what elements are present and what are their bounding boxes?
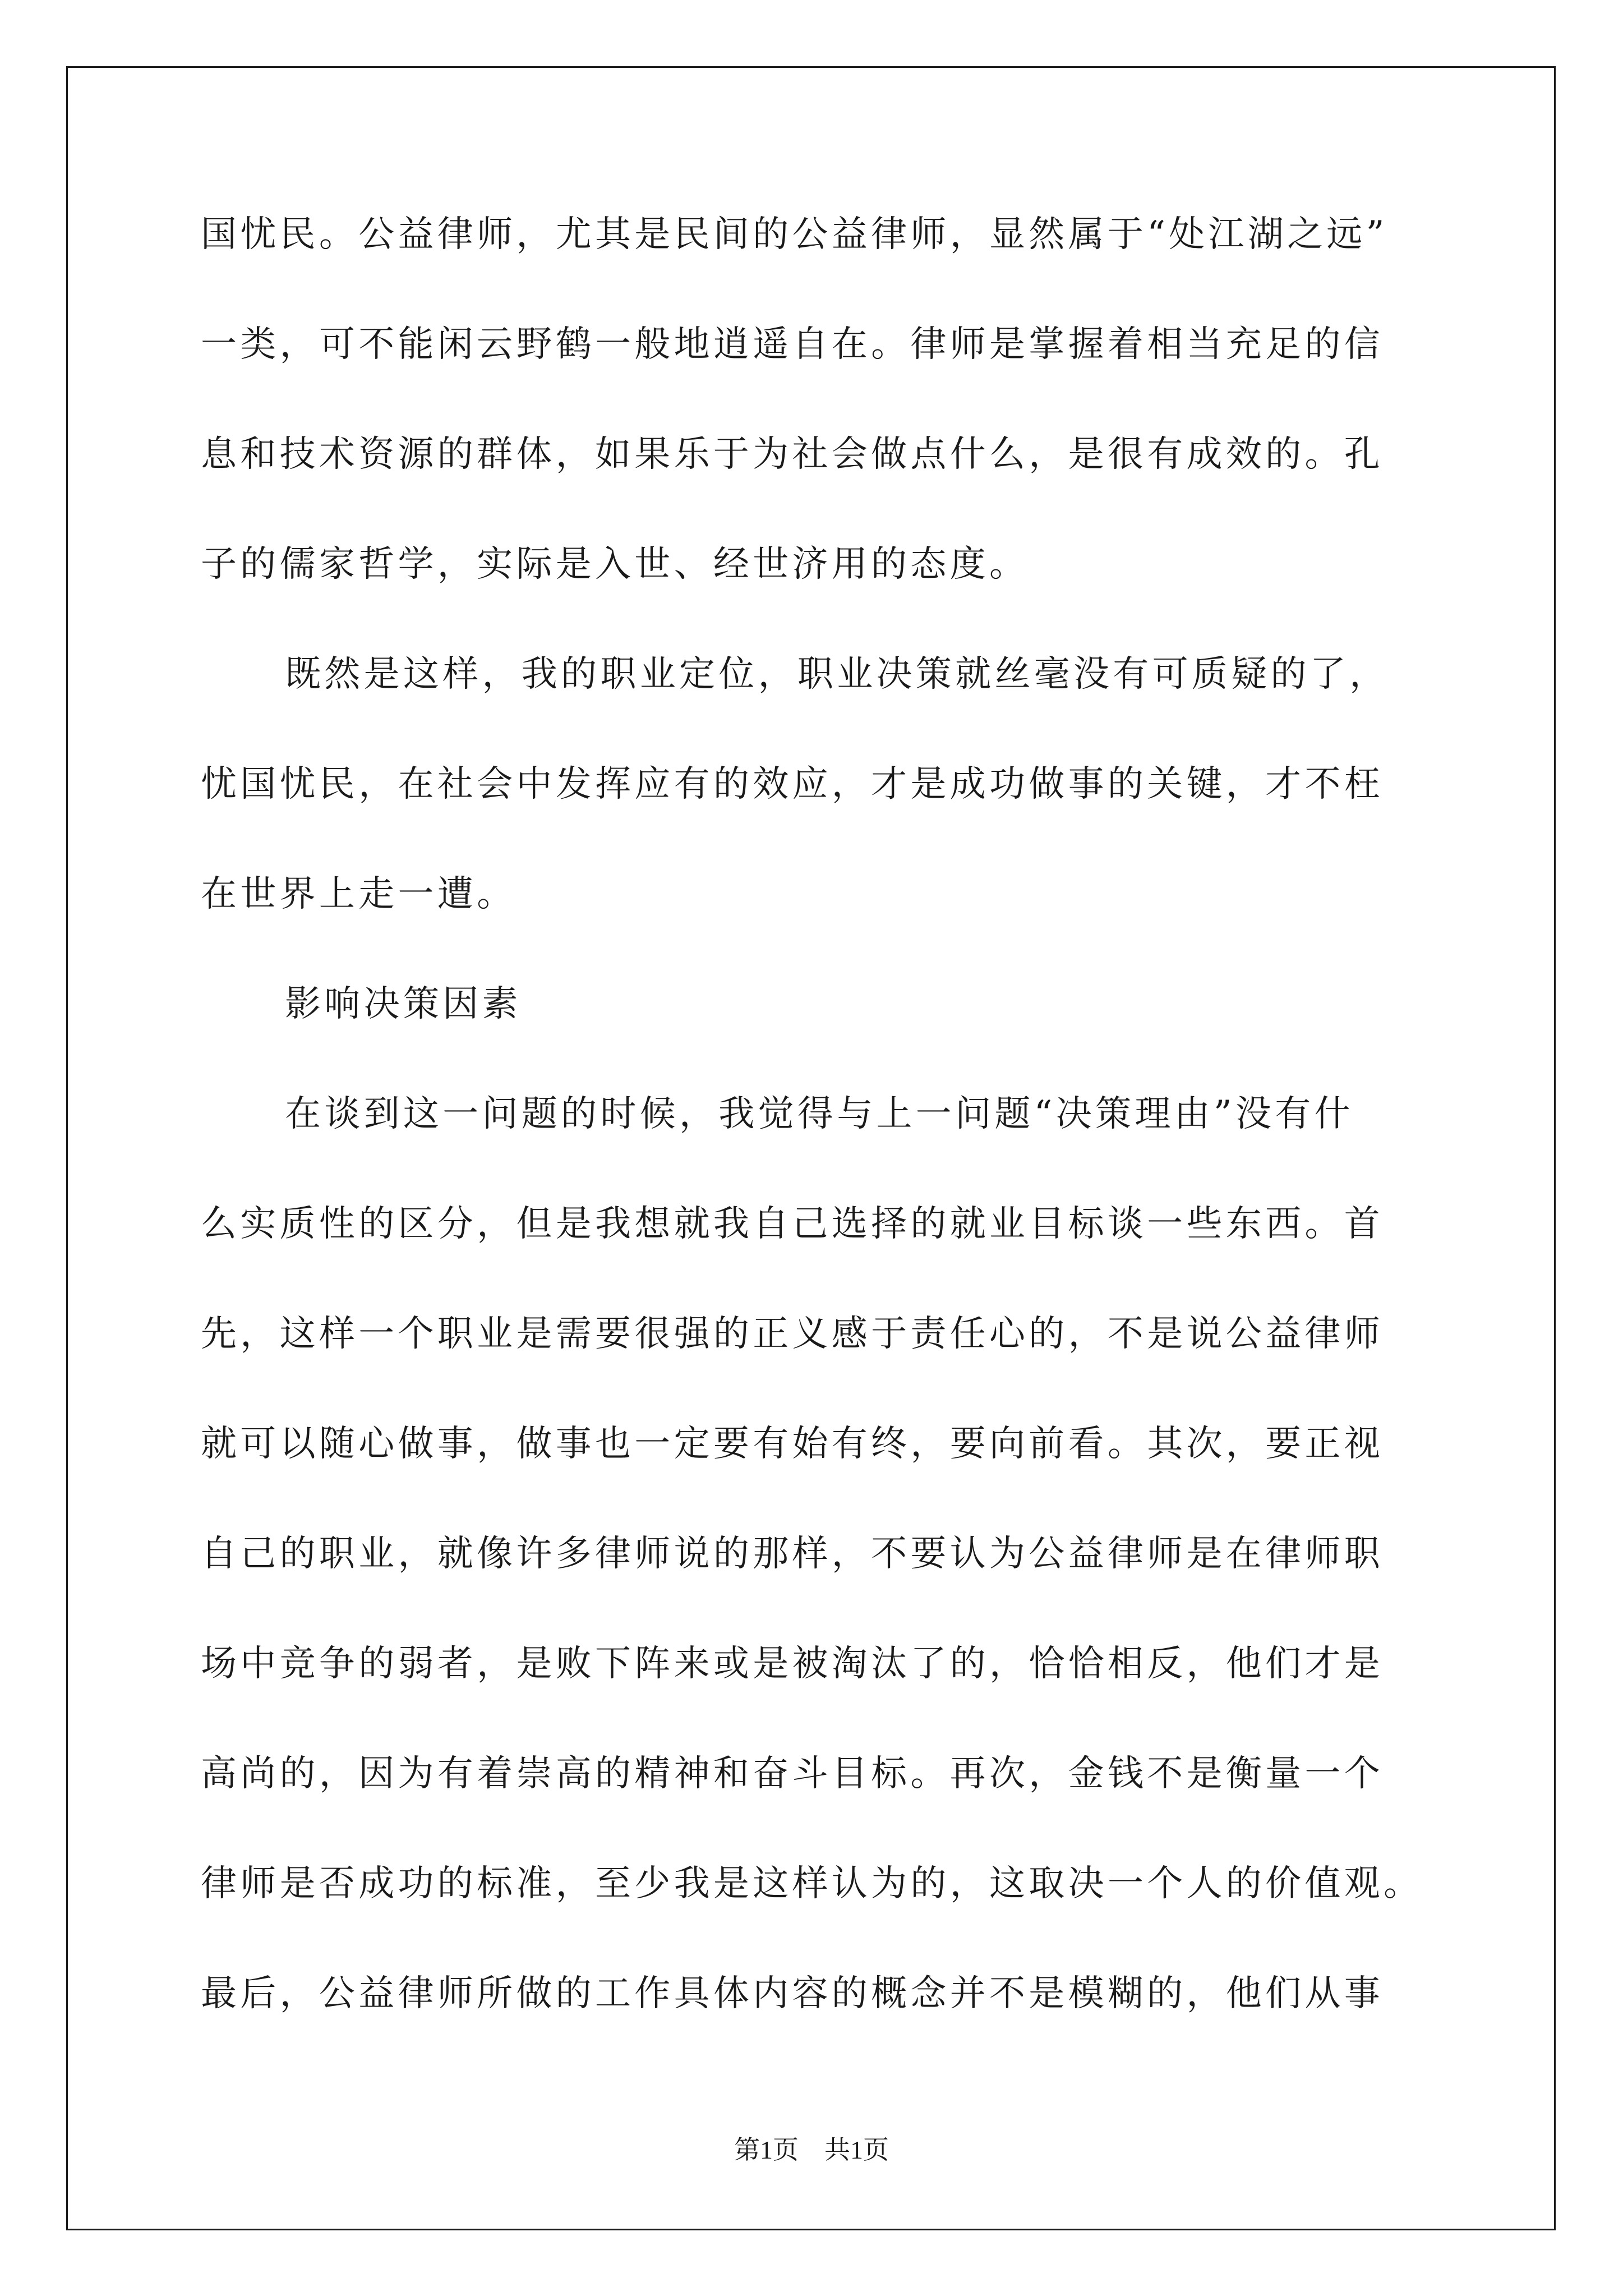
- document-body: [201, 208, 1435, 2077]
- text-line: 子的儒家哲学，实际是入世、经世济用的态度。: [201, 544, 1029, 585]
- text-line: 就可以随心做事，做事也一定要有始有终，要向前看。其次，要正视: [201, 1423, 1384, 1465]
- text-line: 律师是否成功的标准，至少我是这样认为的，这取决一个人的价值观。: [201, 1863, 1423, 1904]
- text-line: 国忧民。公益律师，尤其是民间的公益律师，显然属于“处江湖之远”: [201, 214, 1388, 255]
- paragraph-start-line: 在谈到这一问题的时候，我觉得与上一问题“决策理由”没有什: [285, 1093, 1354, 1135]
- text-line: 一类，可不能闲云野鹤一般地逍遥自在。律师是掌握着相当充足的信: [201, 324, 1384, 365]
- text-line: 场中竞争的弱者，是败下阵来或是被淘汰了的，恰恰相反，他们才是: [201, 1643, 1384, 1685]
- text-line: 最后，公益律师所做的工作具体内容的概念并不是模糊的，他们从事: [201, 1973, 1384, 2014]
- text-line: 忧国忧民，在社会中发挥应有的效应，才是成功做事的关键，才不枉: [201, 763, 1384, 805]
- section-heading: 影响决策因素: [285, 983, 522, 1025]
- text-line: 在世界上走一遭。: [201, 873, 517, 915]
- text-line: 自己的职业，就像许多律师说的那样，不要认为公益律师是在律师职: [201, 1533, 1384, 1575]
- paragraph-start-line: 既然是这样，我的职业定位，职业决策就丝毫没有可质疑的了，: [285, 654, 1389, 695]
- page-number-footer: 第1页 共1页: [734, 2136, 889, 2164]
- text-line: 息和技术资源的群体，如果乐于为社会做点什么，是很有成效的。孔: [201, 434, 1384, 475]
- text-line: 高尚的，因为有着崇高的精神和奋斗目标。再次，金钱不是衡量一个: [201, 1753, 1384, 1795]
- text-line: 先，这样一个职业是需要很强的正义感于责任心的，不是说公益律师: [201, 1313, 1384, 1355]
- text-line: 么实质性的区分，但是我想就我自己选择的就业目标谈一些东西。首: [201, 1203, 1384, 1245]
